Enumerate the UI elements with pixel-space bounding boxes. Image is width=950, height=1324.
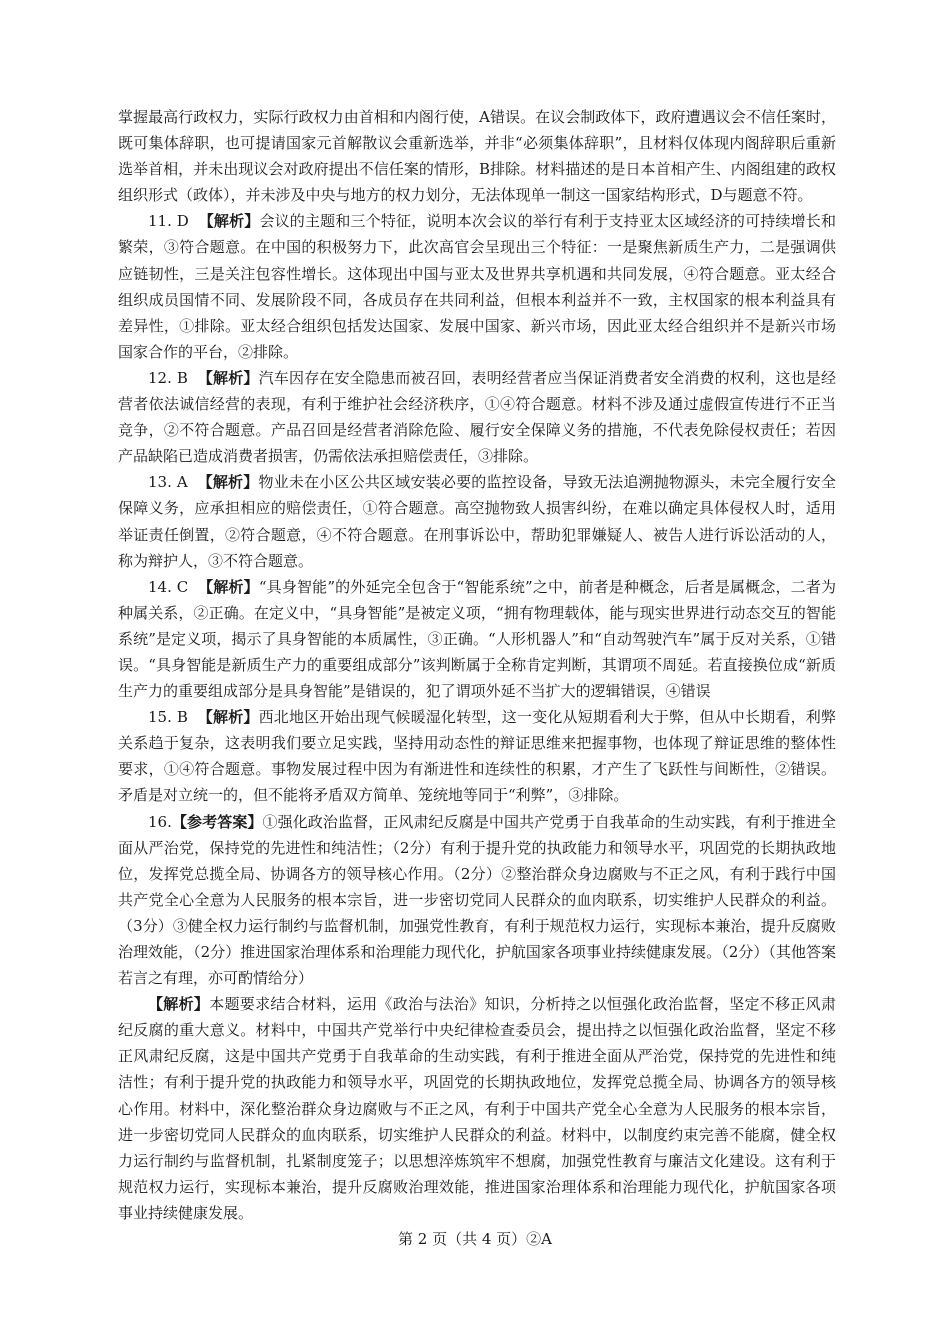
analysis-tag: 【解析】 xyxy=(198,577,259,596)
analysis-tag: 【解析】 xyxy=(198,212,260,231)
answer-16-analysis xyxy=(118,991,836,1226)
question-number: 12. B xyxy=(148,368,188,387)
question-number: 16. xyxy=(148,812,172,831)
page-footer: 第 2 页（共 4 页）②A xyxy=(398,1230,552,1248)
paragraph-continuation xyxy=(118,104,836,208)
question-number: 15. B xyxy=(148,708,188,727)
paragraph-text: 掌握最高行政权力，实际行政权力由首相和内阁行使，A错误。在议会制政体下，政府遭遇议会不信任案时，既可集体辞职，也可提请国家元首解散议会重新选举，并非“必须集体辞职”，且材料仅体现内阁辞职后重新选举首相，并未出现议会对政府提出不信任案的情形，B排除。材料描述的是日本首相产生、内阁组建的政权组织形式（政体），并未涉及中央与地方的权力划分，无法体现单一制这一国家结构形式，D与题意不符。 xyxy=(118,108,836,205)
answer-11 xyxy=(118,208,836,365)
answer-16 xyxy=(118,809,836,992)
paragraph-text: 本题要求结合材料，运用《政治与法治》知识，分析持之以恒强化政治监督，坚定不移正风肃纪反腐的重大意义。材料中，中国共产党举行中央纪律检查委员会，提出持之以恒强化政治监督，坚定不移正风肃纪反腐，这是中国共产党勇于自我革命的生动实践，有利于推进全面从严治党，保持党的先进性和纯洁性；有利于提升党的执政能力和领导水平，巩固党的长期执政地位，发挥党总揽全局、协调各方的领导核心作用。材料中，深化整治群众身边腐败与不正之风，有利于中国共产党全心全意为人民服务的根本宗旨，进一步密切党同人民群众的血肉联系，切实维护人民群众的利益。材料中，以制度约束完善不能腐，健全权力运行制约与监督机制，扎紧制度笼子；以思想淬炼筑牢不想腐，加强党性教育与廉洁文化建设。这有利于规范权力运行，实现标本兼治，提升反腐败治理效能，推进国家治理体系和治理能力现代化，护航国家各项事业持续健康发展。 xyxy=(118,995,836,1222)
answer-14 xyxy=(118,574,836,704)
answer-12 xyxy=(118,365,836,469)
question-number: 13. A xyxy=(148,473,188,492)
paragraph-text: 汽车因存在安全隐患而被召回，表明经营者应当保证消费者安全消费的权利，这也是经营者依法诚信经营的表现，有利于维护社会经济秩序，①④符合题意。材料不涉及通过虚假宣传进行不正当竞争，②不符合题意。产品召回是经营者消除危险、履行安全保障义务的措施，不代表免除侵权责任；若因产品缺陷已造成消费者损害，仍需依法承担赔偿责任，③排除。 xyxy=(118,368,836,466)
paragraph-text: 西北地区开始出现气候暖湿化转型，这一变化从短期看利大于弊，但从中长期看，利弊关系趋于复杂，这表明我们要立足实践，坚持用动态性的辩证思维来把握事物，也体现了辩证思维的整体性要求，①④符合题意。事物发展过程中因为有渐进性和连续性的积累，才产生了飞跃性与间断性，②错误。矛盾是对立统一的，但不能将矛盾双方简单、笼统地等同于“利弊”，③排除。 xyxy=(118,708,836,805)
document-body xyxy=(118,104,836,1226)
paragraph-text: “具身智能”的外延完全包含于“智能系统”之中，前者是种概念，后者是属概念，二者为种属关系，②正确。在定义中，“具身智能”是被定义项，“拥有物理载体，能与现实世界进行动态交互的智能系统”是定义项，揭示了具身智能的本质属性，③正确。“人形机器人”和“自动驾驶汽车”属于反对关系，①错误。“具身智能是新质生产力的重要组成部分”该判断属于全称肯定判断，其谓项不周延。若直接换位成“新质生产力的重要组成部分是具身智能”是错误的，犯了谓项外延不当扩大的逻辑错误，④错误 xyxy=(118,577,836,701)
reference-answer-tag: 【参考答案】 xyxy=(171,812,263,831)
answer-15 xyxy=(118,704,836,808)
answer-13 xyxy=(118,469,836,573)
paragraph-text: ①强化政治监督，正风肃纪反腐是中国共产党勇于自我革命的生动实践，有利于推进全面从严治党，保持党的先进性和纯洁性；（2分）有利于提升党的执政能力和领导水平，巩固党的长期执政地位，发挥党总揽全局、协调各方的领导核心作用。（2分）②整治群众身边腐败与不正之风，有利于践行中国共产党全心全意为人民服务的根本宗旨，进一步密切党同人民群众的血肉联系，切实维护人民群众的利益。（3分）③健全权力运行制约与监督机制，加强党性教育，有利于规范权力运行，实现标本兼治，提升反腐败治理效能，（2分）推进国家治理体系和治理能力现代化，护航国家各项事业持续健康发展。（2分）（其他答案若言之有理，亦可酌情给分） xyxy=(118,812,836,988)
analysis-tag: 【解析】 xyxy=(148,995,210,1014)
paragraph-text: 物业未在小区公共区域安装必要的监控设备，导致无法追溯抛物源头，未完全履行安全保障义务，应承担相应的赔偿责任，①符合题意。高空抛物致人损害纠纷，在难以确定具体侵权人时，适用举证责任倒置，②符合题意，④不符合题意。在刑事诉讼中，帮助犯罪嫌疑人、被告人进行诉讼活动的人，称为辩护人，③不符合题意。 xyxy=(118,473,836,570)
analysis-tag: 【解析】 xyxy=(197,368,259,387)
question-number: 14. C xyxy=(148,577,189,596)
analysis-tag: 【解析】 xyxy=(197,473,259,492)
paragraph-text: 会议的主题和三个特征，说明本次会议的举行有利于支持亚太区域经济的可持续增长和繁荣，③符合题意。在中国的积极努力下，此次高官会呈现出三个特征：一是聚焦新质生产力，二是强调供应链韧性，三是关注包容性增长。这体现出中国与亚太及世界共享机遇和共同发展，④符合题意。亚太经合组织成员国情不同、发展阶段不同，各成员存在共同利益，但根本利益并不一致，主权国家的根本利益具有差异性，①排除。亚太经合组织包括发达国家、发展中国家、新兴市场，因此亚太经合组织并不是新兴市场国家合作的平台，②排除。 xyxy=(118,212,836,361)
question-number: 11. D xyxy=(148,212,189,231)
analysis-tag: 【解析】 xyxy=(197,708,259,727)
